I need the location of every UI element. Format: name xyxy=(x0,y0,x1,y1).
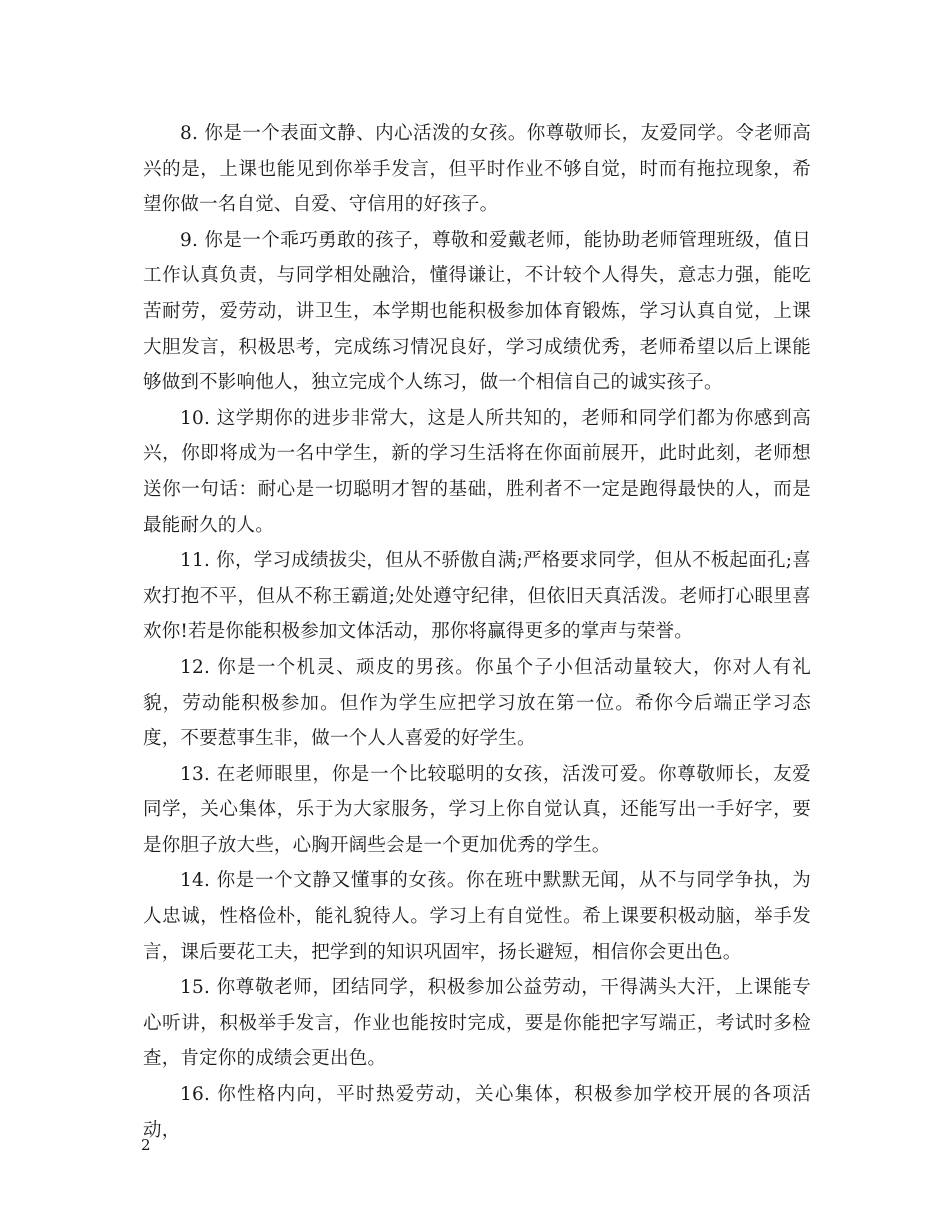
paragraph-8: 8. 你是一个表面文静、内心活泼的女孩。你尊敬师长，友爱同学。令老师高兴的是，上课也能见到你举手发言，但平时作业不够自觉，时而有拖拉现象，希望你做一名自觉、自爱、守信用的好孩子。 xyxy=(143,123,811,216)
paragraph-15: 15. 你尊敬老师，团结同学，积极参加公益劳动，干得满头大汗，上课能专心听讲，积极举手发言，作业也能按时完成，要是你能把字写端正，考试时多检查，肯定你的成绩会更出色。 xyxy=(143,977,811,1070)
paragraph-14: 14. 你是一个文静又懂事的女孩。你在班中默默无闻，从不与同学争执，为人忠诚，性格俭朴，能礼貌待人。学习上有自觉性。希上课要积极动脑，举手发言，课后要花工夫，把学到的知识巩固牢，扬长避短，相信你会更出色。 xyxy=(143,870,811,963)
paragraph-11: 11. 你，学习成绩拔尖，但从不骄傲自满;严格要求同学，但从不板起面孔;喜欢打抱不平，但从不称王霸道;处处遵守纪律，但依旧天真活泼。老师打心眼里喜欢你!若是你能积极参加文体活动，那你将赢得更多的掌声与荣誉。 xyxy=(143,550,811,643)
paragraph-10: 10. 这学期你的进步非常大，这是人所共知的，老师和同学们都为你感到高兴，你即将成为一名中学生，新的学习生活将在你面前展开，此时此刻，老师想送你一句话：耐心是一切聪明才智的基础，胜利者不一定是跑得最快的人，而是最能耐久的人。 xyxy=(143,407,811,536)
paragraph-12: 12. 你是一个机灵、顽皮的男孩。你虽个子小但活动量较大，你对人有礼貌，劳动能积极参加。但作为学生应把学习放在第一位。希你今后端正学习态度，不要惹事生非，做一个人人喜爱的好学生。 xyxy=(143,656,811,750)
document-body xyxy=(143,116,811,1148)
paragraph-9: 9. 你是一个乖巧勇敢的孩子，尊敬和爱戴老师，能协助老师管理班级，值日工作认真负责，与同学相处融洽，懂得谦让，不计较个人得失，意志力强，能吃苦耐劳，爱劳动，讲卫生，本学期也能积极参加体育锻炼，学习认真自觉，上课大胆发言，积极思考，完成练习情况良好，学习成绩优秀，老师希望以后上课能够做到不影响他人，独立完成个人练习，做一个相信自己的诚实孩子。 xyxy=(143,229,811,394)
paragraph-13: 13. 在老师眼里，你是一个比较聪明的女孩，活泼可爱。你尊敬师长，友爱同学，关心集体，乐于为大家服务，学习上你自觉认真，还能写出一手好字，要是你胆子放大些，心胸开阔些会是一个更加优秀的学生。 xyxy=(143,763,811,856)
paragraph-16: 16. 你性格内向，平时热爱劳动，关心集体，积极参加学校开展的各项活动， xyxy=(143,1084,811,1141)
page-number: 2 xyxy=(141,1136,151,1154)
